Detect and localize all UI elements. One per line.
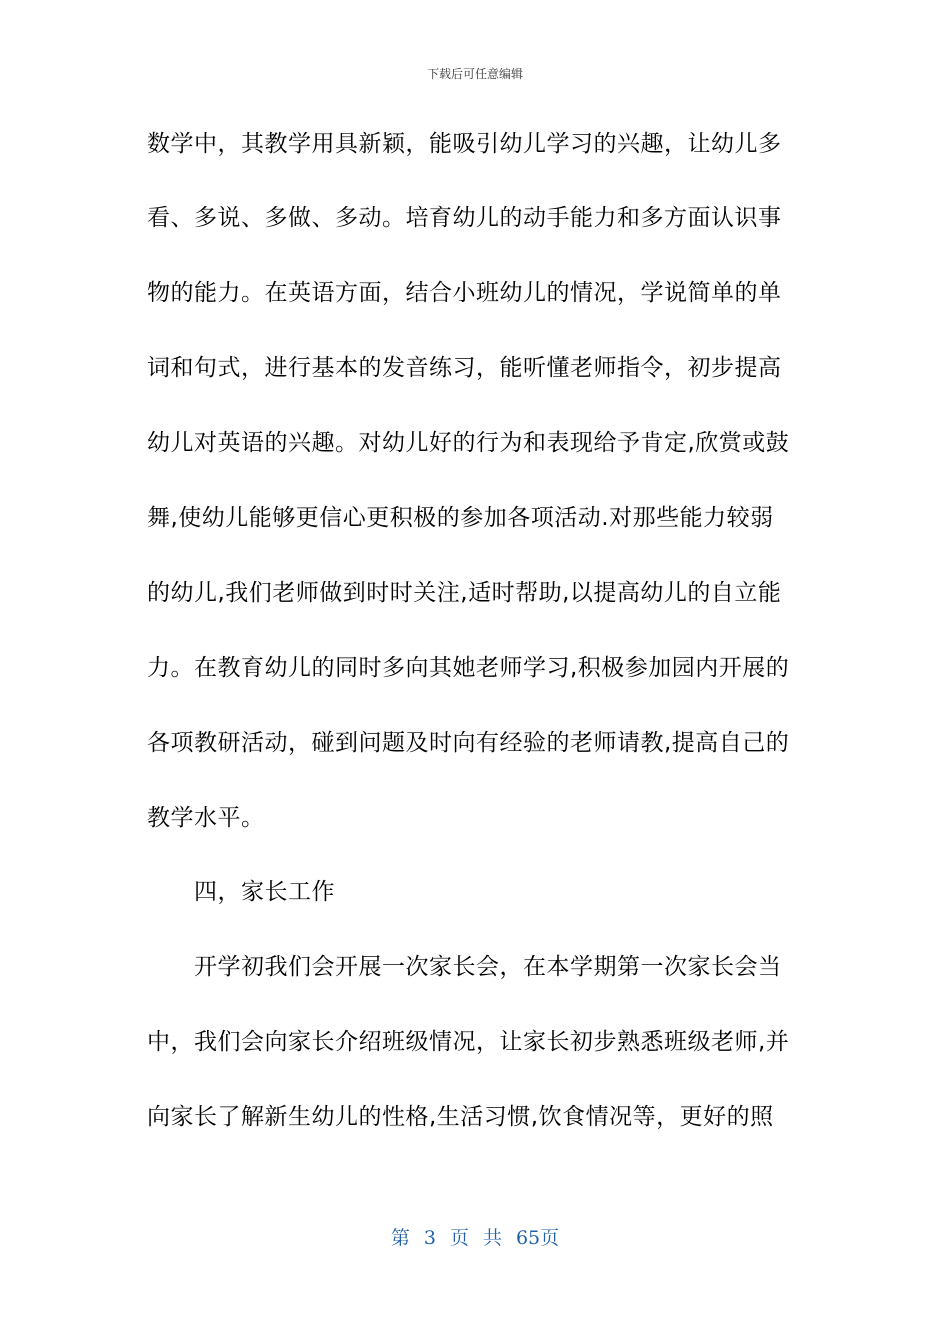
footer-gong: 共 [482, 1227, 502, 1249]
text-line: 教学水平。 [147, 805, 265, 831]
page-number: 3 [423, 1227, 436, 1249]
page-footer [0, 1224, 950, 1252]
footer-ye: 页 [449, 1227, 469, 1249]
paragraph-first-line: 开学初我们会开展一次家长会，在本学期第一次家长会当 [194, 954, 782, 980]
text-line: 舞,使幼儿能够更信心更积极的参加各项活动.对那些能力较弱 [147, 505, 774, 531]
section-heading: 四，家长工作 [194, 879, 335, 905]
text-line: 幼儿对英语的兴趣。对幼儿好的行为和表现给予肯定,欣赏或鼓 [147, 430, 790, 456]
footer-di: 第 [390, 1227, 410, 1249]
text-line: 各项教研活动，碰到问题及时向有经验的老师请教,提高自己的 [147, 730, 790, 756]
total-pages: 65页 [515, 1227, 560, 1249]
text-line: 的幼儿,我们老师做到时时关注,适时帮助,以提高幼儿的自立能 [147, 580, 782, 606]
text-line: 看、多说、多做、多动。培育幼儿的动手能力和多方面认识事 [147, 205, 782, 231]
text-line: 词和句式，进行基本的发音练习，能听懂老师指令，初步提高 [147, 355, 782, 381]
text-line: 物的能力。在英语方面，结合小班幼儿的情况，学说简单的单 [147, 280, 782, 306]
text-line: 数学中，其教学用具新颖，能吸引幼儿学习的兴趣，让幼儿多 [147, 131, 782, 157]
text-line: 向家长了解新生幼儿的性格,生活习惯,饮食情况等，更好的照 [147, 1104, 774, 1130]
text-line: 中，我们会向家长介绍班级情况，让家长初步熟悉班级老师,并 [147, 1029, 790, 1055]
text-line: 力。在教育幼儿的同时多向其她老师学习,积极参加园内开展的 [147, 655, 790, 681]
header-note: 下载后可任意编辑 [426, 67, 523, 81]
